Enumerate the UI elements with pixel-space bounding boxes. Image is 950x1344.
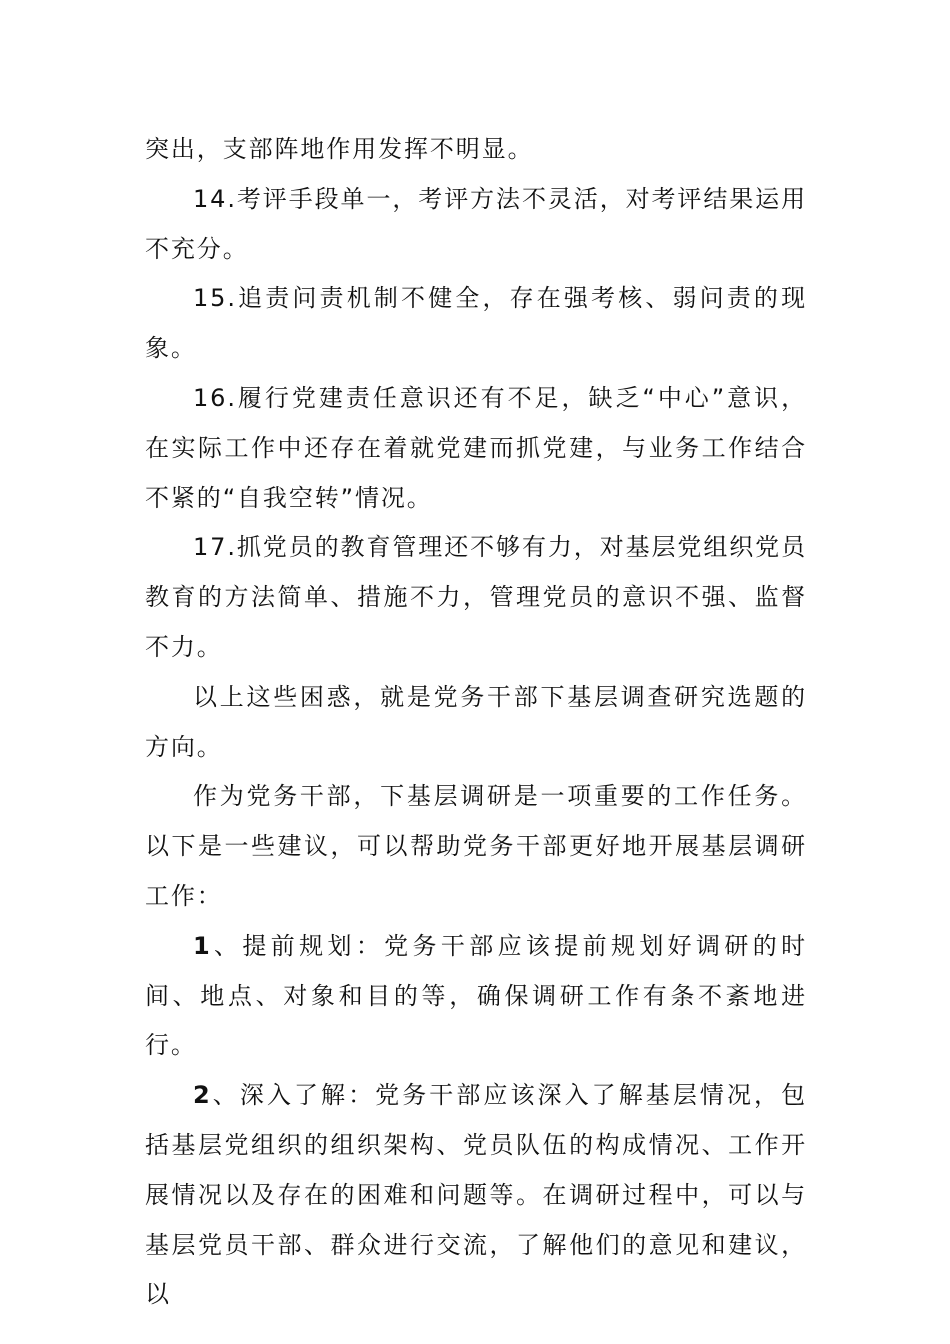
list-number: 1 [193, 931, 212, 960]
paragraph [145, 175, 807, 275]
paragraph [145, 673, 807, 773]
paragraph [145, 374, 807, 523]
paragraph [145, 772, 807, 921]
paragraph-text: 突出，支部阵地作用发挥不明显。 [145, 135, 534, 163]
paragraph [145, 125, 807, 175]
paragraph [145, 523, 807, 672]
paragraph-text: 15.追责问责机制不健全，存在强考核、弱问责的现象。 [145, 284, 807, 363]
paragraph-text: 、提前规划：党务干部应该提前规划好调研的时间、地点、对象和目的等，确保调研工作有条不紊地进行。 [145, 931, 807, 1060]
paragraph-text: 16.履行党建责任意识还有不足，缺乏“中心”意识，在实际工作中还存在着就党建而抓党建，与业务工作结合不紧的“自我空转”情况。 [145, 383, 807, 512]
paragraph [145, 274, 807, 374]
paragraph-text: 作为党务干部，下基层调研是一项重要的工作任务。以下是一些建议，可以帮助党务干部更好地开展基层调研工作： [145, 782, 807, 910]
paragraph-text: 、深入了解：党务干部应该深入了解基层情况，包括基层党组织的组织架构、党员队伍的构成情况、工作开展情况以及存在的困难和问题等。在调研过程中，可以与基层党员干部、群众进行交流，了解他们的意见和建议，以 [145, 1081, 807, 1309]
paragraph-text: 17.抓党员的教育管理还不够有力，对基层党组织党员教育的方法简单、措施不力，管理党员的意识不强、监督不力。 [145, 533, 807, 661]
paragraph-text: 14.考评手段单一，考评方法不灵活，对考评结果运用不充分。 [145, 184, 807, 263]
paragraph [145, 922, 807, 1071]
list-number: 2 [193, 1081, 212, 1110]
paragraph-text: 以上这些困惑，就是党务干部下基层调查研究选题的方向。 [145, 682, 807, 761]
paragraph [145, 1071, 807, 1320]
document-body [145, 125, 807, 1320]
